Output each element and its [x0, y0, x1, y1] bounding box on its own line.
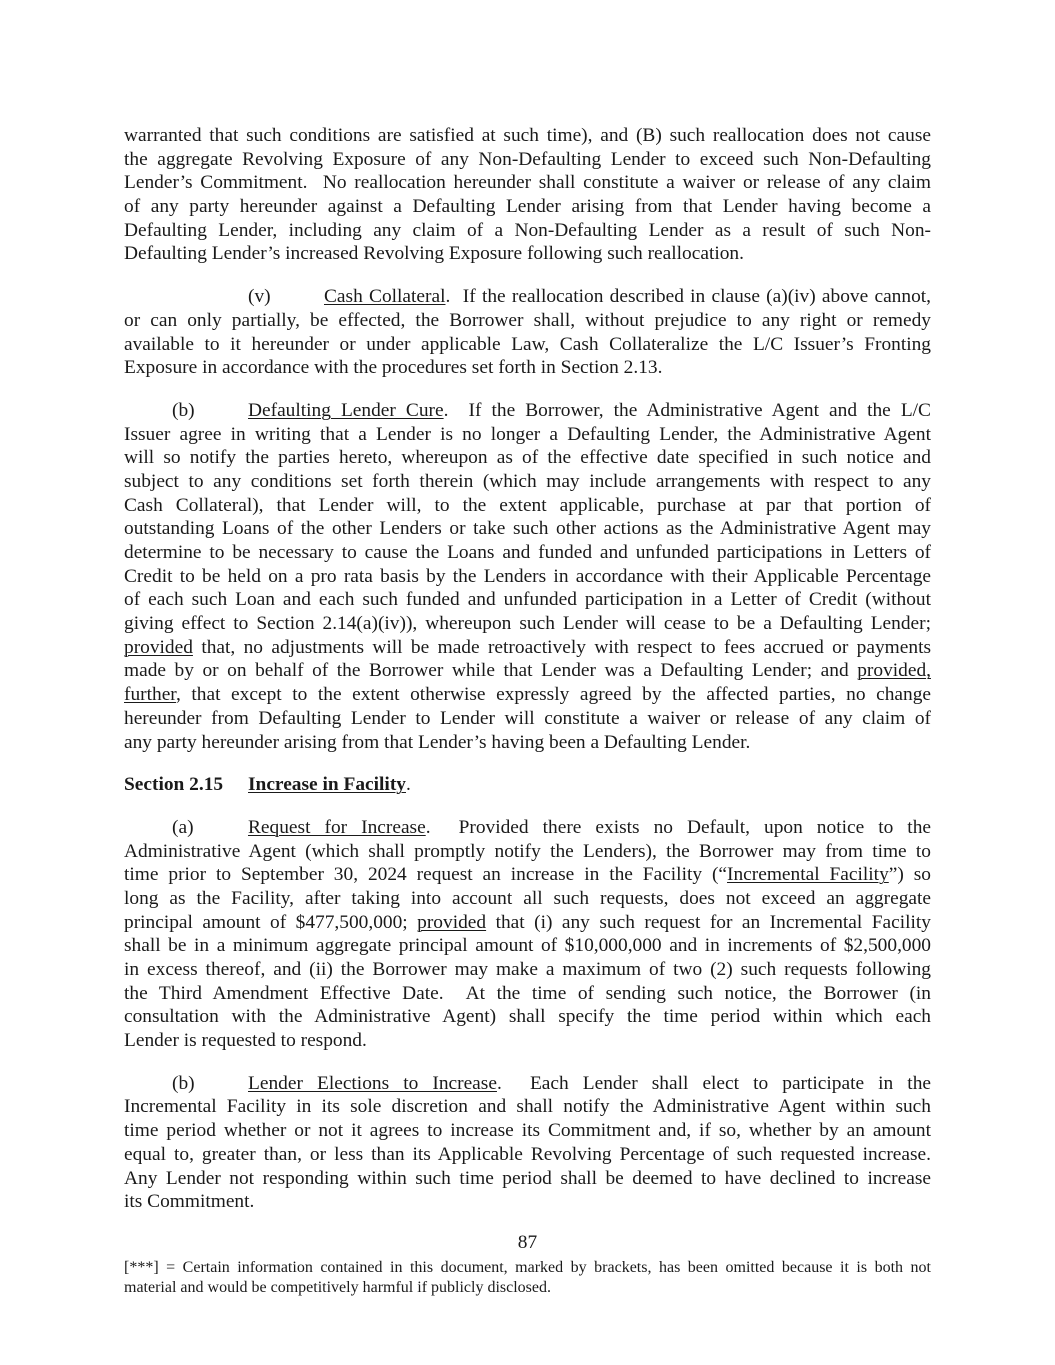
text-line: of each such Loan and each such funded and unfunded participation in a Letter of Credit (without — [124, 589, 931, 611]
text-line — [124, 636, 931, 660]
clause-label: (b) — [172, 1072, 195, 1094]
text-line: warranted that such conditions are satisfied at such time), and (B) such reallocation does not cause — [124, 125, 931, 146]
text-line: hereunder from Defaulting Lender to Lender will constitute a waiver or release of any claim of — [124, 707, 931, 729]
text-line: equal to, greater than, or less than its Applicable Revolving Percentage of such requested increase. — [124, 1143, 931, 1165]
footnote-line: material and would be competitively harmful if publicly disclosed. — [124, 1279, 551, 1296]
footnote-line: [***] = Certain information contained in this document, marked by brackets, has been omitted because it is both not — [124, 1259, 931, 1276]
text-fragment: ”) so — [888, 864, 931, 886]
text-line: in excess thereof, and (ii) the Borrower may make a maximum of two (2) such requests following — [124, 959, 931, 980]
text-line: will so notify the parties hereto, whereupon as of the effective date specified in such notice and — [124, 447, 931, 469]
text-line: Exposure in accordance with the procedures set forth in Section 2.13. — [124, 357, 663, 379]
clause-b-lender-elections — [124, 1072, 931, 1214]
text-fragment: made by or on behalf of the Borrower while that Lender was a Defaulting Lender; and — [124, 660, 858, 682]
text-fragment: that (i) any such request for an Incremental Facility — [486, 911, 931, 933]
text-line: any party hereunder arising from that Lender’s having been a Defaulting Lender. — [124, 731, 751, 753]
text-line: Lender’s Commitment. No reallocation hereunder shall constitute a waiver or release of any claim — [124, 172, 931, 194]
text-line — [124, 683, 931, 707]
text-line: giving effect to Section 2.14(a)(iv)), whereupon such Lender will cease to be a Defaulting Lender; — [124, 613, 931, 635]
text-line: Defaulting Lender’s increased Revolving Exposure following such reallocation. — [124, 243, 744, 265]
text-line: outstanding Loans of the other Lenders or take such other actions as the Administrative Agent may — [124, 518, 931, 540]
text-line: long as the Facility, after taking into account all such requests, does not exceed an aggregate — [124, 887, 931, 909]
clause-title: Lender Elections to Increase — [248, 1072, 497, 1094]
text-line: Administrative Agent (which shall promptly notify the Lenders), the Borrower may from time to — [124, 840, 931, 862]
text-line: consultation with the Administrative Agent) shall specify the time period within which each — [124, 1006, 931, 1028]
text-line: Credit to be held on a pro rata basis by the Lenders in accordance with their Applicable Percentage — [124, 565, 931, 587]
text-line: subject to any conditions set forth therein (which may include arrangements with respect to any — [124, 470, 931, 492]
clause-v-cash-collateral — [124, 285, 931, 380]
page-number: 87 — [517, 1232, 538, 1253]
section-number: Section 2.15 — [124, 774, 224, 796]
text-line: the aggregate Revolving Exposure of any Non-Defaulting Lender to exceed such Non-Defaulting — [124, 148, 931, 170]
text-line: Issuer agree in writing that a Lender is no longer a Defaulting Lender, the Administrative Agent — [124, 423, 931, 445]
text-line: time period whether or not it agrees to increase its Commitment and, if so, whether by an amount — [124, 1120, 931, 1142]
text-line: Cash Collateral), that Lender will, to the extent applicable, purchase at par that portion of — [124, 494, 931, 516]
text-line: Any Lender not responding within such time period shall be deemed to have declined to increase — [124, 1167, 931, 1189]
provided-term: provided — [417, 911, 487, 933]
clause-a-request-for-increase — [124, 816, 931, 1053]
clause-label: (v) — [248, 286, 271, 308]
defined-term: Incremental Facility — [727, 864, 889, 886]
clause-first-line — [124, 1072, 931, 1096]
clause-title: Cash Collateral — [324, 286, 446, 308]
clause-b-defaulting-lender-cure — [124, 399, 931, 754]
section-title: Increase in Facility — [248, 774, 406, 796]
provided-term: provided — [124, 636, 193, 658]
document-page — [124, 124, 932, 1296]
paragraph-continuation — [124, 124, 931, 266]
clause-first-line — [124, 399, 931, 423]
provided-term: provided, — [857, 660, 931, 682]
section-heading — [124, 773, 931, 797]
text-line: Lender is requested to respond. — [124, 1030, 367, 1052]
text-line: available to it hereunder or under applicable Law, Cash Collateralize the L/C Issuer’s Fronting — [124, 333, 931, 355]
clause-title: Request for Increase — [248, 816, 426, 838]
text-fragment: that, no adjustments will be made retroactively with respect to fees accrued or payments — [192, 636, 931, 658]
section-title-period: . — [405, 774, 411, 796]
text-fragment: , that except to the extent otherwise expressly agreed by the affected parties, no change — [175, 684, 931, 706]
text-line — [124, 659, 931, 683]
text-line — [124, 911, 931, 935]
text-fragment: principal amount of $477,500,000; — [124, 911, 418, 933]
clause-text: . Provided there exists no Default, upon notice to the — [425, 816, 931, 838]
text-line: Defaulting Lender, including any claim of a Non-Defaulting Lender as a result of such Non- — [124, 219, 931, 241]
clause-first-line — [124, 285, 931, 309]
text-line: its Commitment. — [124, 1191, 255, 1213]
text-line — [124, 863, 931, 887]
clause-text: . If the Borrower, the Administrative Agent and the L/C — [443, 399, 931, 421]
text-fragment: time prior to September 30, 2024 request an increase in the Facility (“ — [124, 864, 728, 886]
text-line: shall be in a minimum aggregate principal amount of $10,000,000 and in increments of $2,500,000 — [124, 935, 931, 957]
clause-text: . If the reallocation described in clause (a)(iv) above cannot, — [445, 286, 932, 308]
clause-text: . Each Lender shall elect to participate in the — [496, 1072, 931, 1094]
clause-label: (a) — [172, 816, 194, 838]
further-term: further — [124, 684, 176, 706]
text-line: or can only partially, be effected, the Borrower shall, without prejudice to any right or remedy — [124, 309, 931, 331]
text-line: Incremental Facility in its sole discretion and shall notify the Administrative Agent within such — [124, 1096, 931, 1118]
text-line: determine to be necessary to cause the Loans and funded and unfunded participations in Letters of — [124, 542, 931, 563]
clause-first-line — [124, 816, 931, 840]
clause-label: (b) — [172, 399, 195, 421]
clause-title: Defaulting Lender Cure — [248, 399, 444, 421]
text-line: the Third Amendment Effective Date. At the time of sending such notice, the Borrower (in — [124, 982, 931, 1004]
text-line: of any party hereunder against a Defaulting Lender arising from that Lender having become a — [124, 196, 931, 218]
footnote — [124, 1258, 931, 1298]
